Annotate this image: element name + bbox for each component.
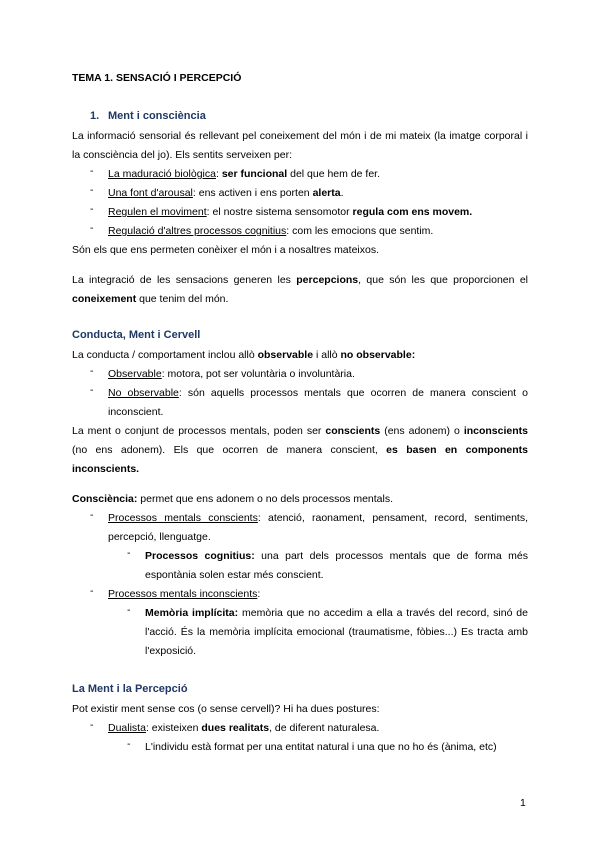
bullet-dash: - (90, 719, 94, 731)
bullet-dash: - (90, 585, 94, 597)
list-item: Regulació d'altres processos cognitius: com les emocions que sentim. (108, 225, 434, 237)
list-term: La maduració biològica (108, 168, 216, 180)
list-term: No observable (108, 387, 179, 399)
list-item: Processos mentals conscients: atenció, raonament, pensament, record, sentiments, percepció, llenguatge. (108, 512, 528, 543)
list-term: Regulació d'altres processos cognitius (108, 225, 287, 237)
paragraph-consciencia: Consciència: permet que ens adonem o no dels processos mentals. (72, 493, 394, 505)
paragraph-ment-percepcio-intro: Pot existir ment sense cos (o sense cervell)? Hi ha dues postures: (72, 703, 380, 715)
list-term: Regulen el moviment (108, 206, 207, 218)
paragraph-integration: La integració de les sensacions generen les percepcions, que són les que proporcionen el coneixement que tenim del món. (72, 274, 529, 305)
list-term: Una font d'arousal (108, 187, 193, 199)
list-term: Processos mentals conscients (108, 512, 258, 524)
list-term: Observable (108, 368, 162, 380)
bullet-dash: - (127, 547, 131, 559)
section-heading-ment-percepcio: La Ment i la Percepció (72, 683, 188, 695)
paragraph-intro: La informació sensorial és rellevant pel coneixement del món i de mi mateix (la imatge corporal i la consciència del jo). Els sentits serveixen per: (72, 130, 528, 161)
list-item: No observable: són aquells processos mentals que ocorren de manera conscient o inconscient. (108, 387, 528, 418)
bullet-dash: - (90, 222, 94, 234)
list-item-nested: L'individu està format per una entitat natural i una que no ho és (ànima, etc) (145, 741, 497, 753)
bullet-dash: - (127, 604, 131, 616)
list-item: Una font d'arousal: ens activen i ens porten alerta. (108, 187, 344, 199)
list-item-nested: Memòria implícita: memòria que no accedim a ella a través del record, sinó de l'acció. És la memòria implícita emocional (traumatisme, fòbies...) Es tracta amb l'exposició. (145, 607, 528, 657)
paragraph-conducta-intro: La conducta / comportament inclou allò observable i allò no observable: (72, 349, 416, 361)
bullet-dash: - (90, 184, 94, 196)
bullet-dash: - (90, 203, 94, 215)
list-item: Observable: motora, pot ser voluntària o involuntària. (108, 368, 355, 380)
bullet-dash: - (90, 384, 94, 396)
section-heading-conducta: Conducta, Ment i Cervell (72, 329, 201, 341)
document-title: TEMA 1. SENSACIÓ I PERCEPCIÓ (72, 72, 242, 84)
paragraph-ment: La ment o conjunt de processos mentals, poden ser conscients (ens adonem) o inconscients (no ens adonem). Els que ocorren de manera conscient, es basen en components inconscients. (72, 425, 528, 475)
section-number: 1. (90, 110, 100, 122)
list-item: Dualista: existeixen dues realitats, de diferent naturalesa. (108, 722, 380, 734)
list-item: Regulen el moviment: el nostre sistema sensomotor regula com ens movem. (108, 206, 473, 218)
list-item: La maduració biològica: ser funcional del que hem de fer. (108, 168, 381, 180)
list-item: Processos mentals inconscients: (108, 588, 261, 600)
bullet-dash: - (90, 509, 94, 521)
bullet-dash: - (90, 365, 94, 377)
paragraph-closing: Són els que ens permeten conèixer el món i a nosaltres mateixos. (72, 244, 379, 256)
page-number: 1 (520, 797, 526, 809)
section-title: Ment i consciència (108, 110, 206, 122)
list-term: Dualista (108, 722, 146, 734)
section-heading-ment-i-consciencia (72, 110, 206, 122)
list-item-nested: Processos cognitius: una part dels processos mentals que de forma més espontània solen estar més conscient. (145, 550, 528, 581)
list-term: Processos mentals inconscients (108, 588, 258, 600)
bullet-dash: - (127, 738, 131, 750)
bullet-dash: - (90, 165, 94, 177)
